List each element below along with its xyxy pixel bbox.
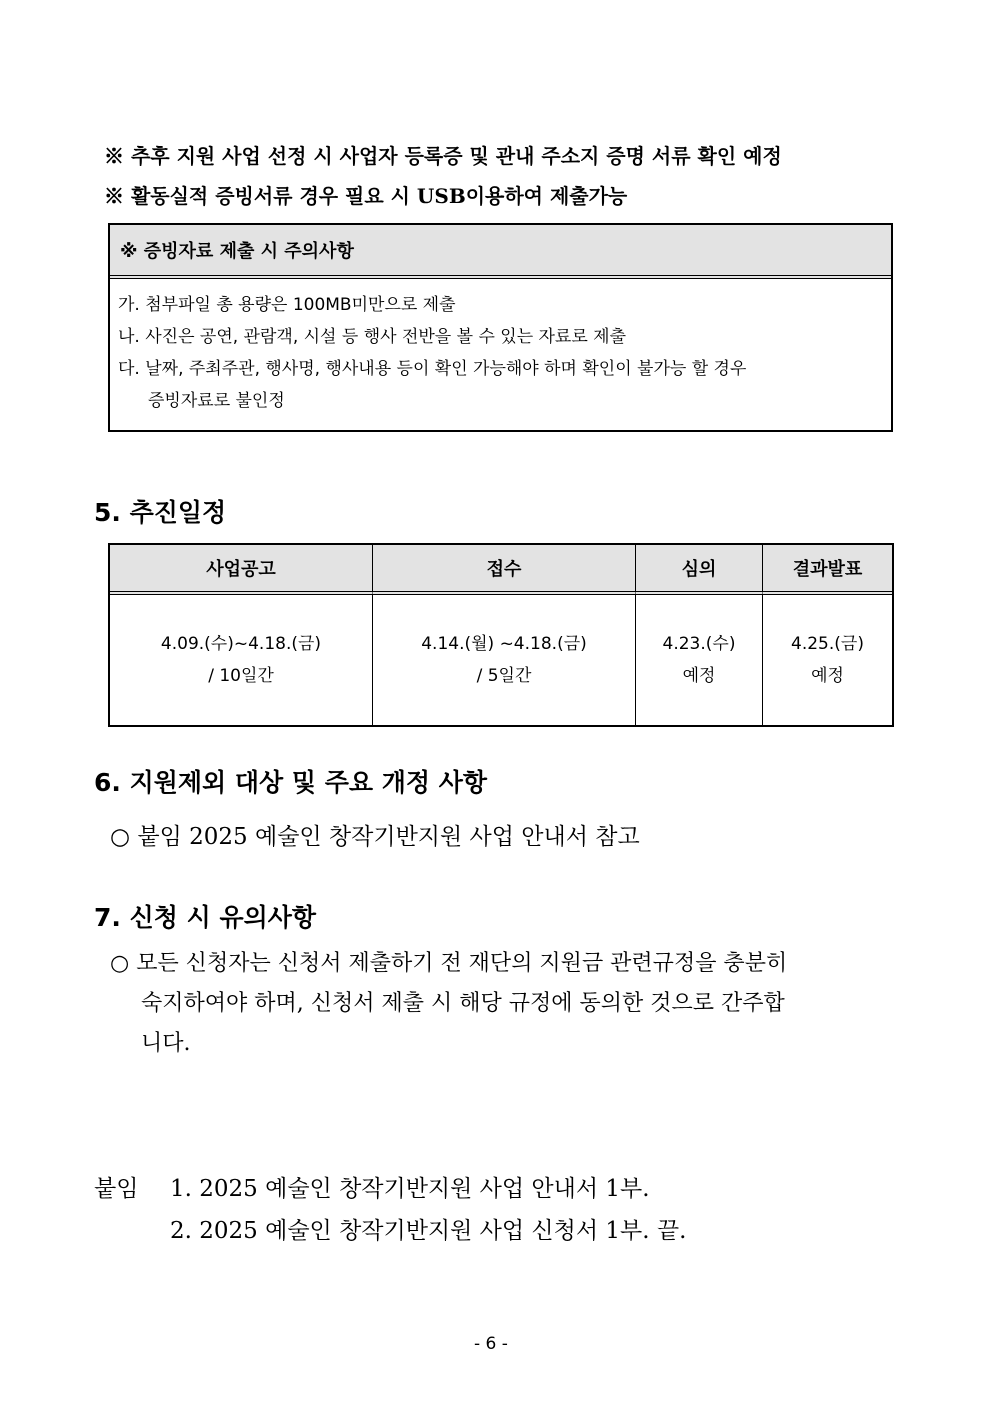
evidence-item-1: 가. 첨부파일 총 용량은 100MB미만으로 제출 bbox=[118, 295, 456, 315]
schedule-announcement-duration: / 10일간 bbox=[208, 666, 274, 686]
note-usb-submission: ※ 활동실적 증빙서류 경우 필요 시 USB이용하여 제출가능 bbox=[104, 184, 628, 208]
schedule-announcement-date: 4.09.(수)~4.18.(금) bbox=[160, 634, 322, 654]
schedule-header-announcement: 사업공고 bbox=[110, 545, 373, 595]
evidence-notice-body bbox=[110, 279, 891, 417]
section-6-bullet: ○ 붙임 2025 예술인 창작기반지원 사업 안내서 참고 bbox=[110, 824, 640, 850]
schedule-review-status: 예정 bbox=[682, 666, 716, 686]
schedule-cell-result bbox=[763, 595, 892, 725]
section-7-line-1: ○ 모든 신청자는 신청서 제출하기 전 재단의 지원금 관련규정을 충분히 bbox=[110, 951, 788, 976]
evidence-notice-box bbox=[108, 223, 893, 432]
section-7-line-3: 니다. bbox=[141, 1031, 191, 1056]
schedule-header-review: 심의 bbox=[636, 545, 763, 595]
note-business-registration: ※ 추후 지원 사업 선정 시 사업자 등록증 및 관내 주소지 증명 서류 확인 예정 bbox=[104, 144, 782, 168]
section-7-paragraph bbox=[110, 944, 900, 1064]
schedule-result-date: 4.25.(금) bbox=[791, 634, 864, 654]
section-5-title: 5. 추진일정 bbox=[94, 498, 227, 527]
schedule-reception-date: 4.14.(월) ~4.18.(금) bbox=[421, 634, 587, 654]
evidence-item-3-continued: 증빙자료로 불인정 bbox=[148, 391, 285, 411]
evidence-notice-title: ※ 증빙자료 제출 시 주의사항 bbox=[110, 225, 891, 279]
schedule-reception-duration: / 5일간 bbox=[476, 666, 532, 686]
attachment-item-2: 2. 2025 예술인 창작기반지원 사업 신청서 1부. 끝. bbox=[170, 1218, 687, 1244]
schedule-header-result: 결과발표 bbox=[763, 545, 892, 595]
section-7-title: 7. 신청 시 유의사항 bbox=[94, 903, 317, 932]
schedule-table bbox=[108, 543, 894, 727]
evidence-item-2: 나. 사진은 공연, 관람객, 시설 등 행사 전반을 볼 수 있는 자료로 제출 bbox=[118, 327, 627, 347]
schedule-review-date: 4.23.(수) bbox=[662, 634, 736, 654]
section-6-title: 6. 지원제외 대상 및 주요 개정 사항 bbox=[94, 768, 488, 797]
page-number: - 6 - bbox=[474, 1334, 508, 1354]
schedule-result-status: 예정 bbox=[811, 666, 844, 686]
attachments-label: 붙임 bbox=[94, 1176, 139, 1202]
schedule-cell-review bbox=[636, 595, 763, 725]
schedule-cell-reception bbox=[373, 595, 636, 725]
section-7-line-2: 숙지하여야 하며, 신청서 제출 시 해당 규정에 동의한 것으로 간주합 bbox=[141, 991, 785, 1016]
schedule-cell-announcement bbox=[110, 595, 373, 725]
evidence-item-3: 다. 날짜, 주최주관, 행사명, 행사내용 등이 확인 가능해야 하며 확인이 불가능 할 경우 bbox=[118, 359, 747, 379]
attachment-item-1: 1. 2025 예술인 창작기반지원 사업 안내서 1부. bbox=[170, 1176, 650, 1202]
schedule-header-reception: 접수 bbox=[373, 545, 636, 595]
